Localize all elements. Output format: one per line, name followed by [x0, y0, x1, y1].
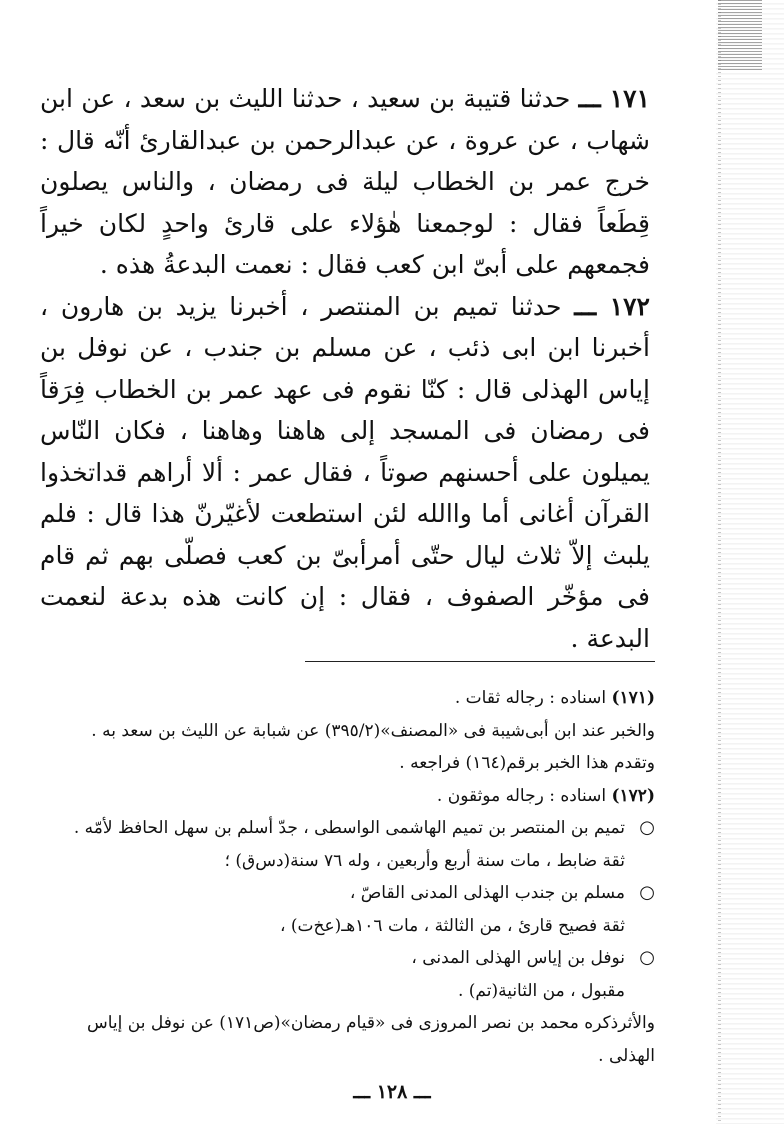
hadith-number: ١٧٢ ـــ	[574, 291, 650, 321]
narrator-name: تميم بن المنتصر بن تميم الهاشمى الواسطى ، جدّ أسلم بن سهل الحافظ لأمّه .	[73, 818, 625, 838]
footnote-line: وتقدم هذا الخبر برقم(١٦٤) فراجعه .	[399, 753, 655, 773]
circle-bullet-icon: ○	[639, 817, 655, 838]
narrator-detail: ثقة ضابط ، مات سنة أربع وأربعين ، وله ٧٦ سنة(دس‌ق) ؛	[224, 850, 625, 871]
main-text	[40, 78, 650, 659]
hadith-172	[40, 286, 650, 660]
footnote-heading	[40, 682, 655, 715]
circle-bullet-icon: ○	[639, 882, 655, 903]
narrator-name: نوفل بن إياس الهذلى المدنى ،	[411, 948, 625, 968]
hadith-text: حدثنا تميم بن المنتصر ، أخبرنا يزيد بن هارون ، أخبرنا ابن ابى ذئب ، عن مسلم بن جندب ، عن نوفل بن إياس الهذلى قال : كنّا نقوم فى عهد عمر بن الخطاب فِرَقاً فى رمضان فى المسجد إلى هاهنا وهاهنا ، فكان النّاس يميلون على أحسنهم صوتاً ، فقال عمر : ألا أراهم قداتخذوا القرآن أغانى أما واالله لئن استطعت لأغيّرنّ هذا قال : فلم يلبث إلاّ ثلاث ليال حتّى أمرأبىّ بن كعب فصلّى بهم ثم قام فى مؤخّر الصفوف ، فقال : إن كانت هذه بدعة لنعمت البدعة .	[40, 291, 650, 653]
footnote-heading-text: اسناده : رجاله موثقون .	[436, 785, 607, 806]
footnote-line: الهذلى .	[598, 1045, 655, 1066]
page-number: ـــ ١٢٨ ـــ	[353, 1081, 431, 1103]
footnote-heading	[40, 780, 655, 813]
hadith-text: حدثنا قتيبة بن سعيد ، حدثنا الليث بن سعد ، عن ابن شهاب ، عن عروة ، عن عبدالرحمن بن عبدالقارئ أنّه قال : خرج عمر بن الخطاب ليلة فى رمضان ، والناس يصلون قِطَعاً فقال : لوجمعنا هٰؤلاء على قارئ واحدٍ لكان خيراً فجمعهم على أبىّ ابن كعب فقال : نعمت البدعةُ هذه .	[40, 84, 650, 279]
footnote-line: والأثرذكره محمد بن نصر المروزى فى «قيام رمضان»(ص١٧١) عن نوفل بن إياس	[87, 1013, 655, 1033]
footnotes	[40, 682, 655, 1072]
page-binding-shadow	[718, 0, 762, 70]
narrator-name: مسلم بن جندب الهذلى المدنى القاصّ ،	[349, 883, 625, 903]
narrator-entry	[40, 812, 655, 845]
narrator-detail: ثقة فصيح قارئ ، من الثالثة ، مات ١٠٦هـ(عخ‌ت) ،	[279, 915, 625, 936]
page-binding-edge	[716, 0, 784, 1124]
footnote-line: والخبر عند ابن أبى‌شيبة فى «المصنف»(٣٩٥/٢) عن شبابة عن الليث بن سعد به .	[91, 720, 655, 741]
hadith-number: ١٧١ ـــ	[578, 84, 650, 113]
footnote-separator	[305, 661, 655, 662]
narrator-detail: مقبول ، من الثانية(تم) .	[457, 980, 625, 1001]
narrator-entry	[40, 877, 655, 910]
hadith-171	[40, 78, 650, 286]
narrator-entry	[40, 942, 655, 975]
footnote-ref: (١٧٢)	[611, 785, 655, 806]
footnote-ref: (١٧١)	[611, 688, 655, 708]
footnote-heading-text: اسناده : رجاله ثقات .	[454, 688, 607, 708]
circle-bullet-icon: ○	[639, 947, 655, 968]
